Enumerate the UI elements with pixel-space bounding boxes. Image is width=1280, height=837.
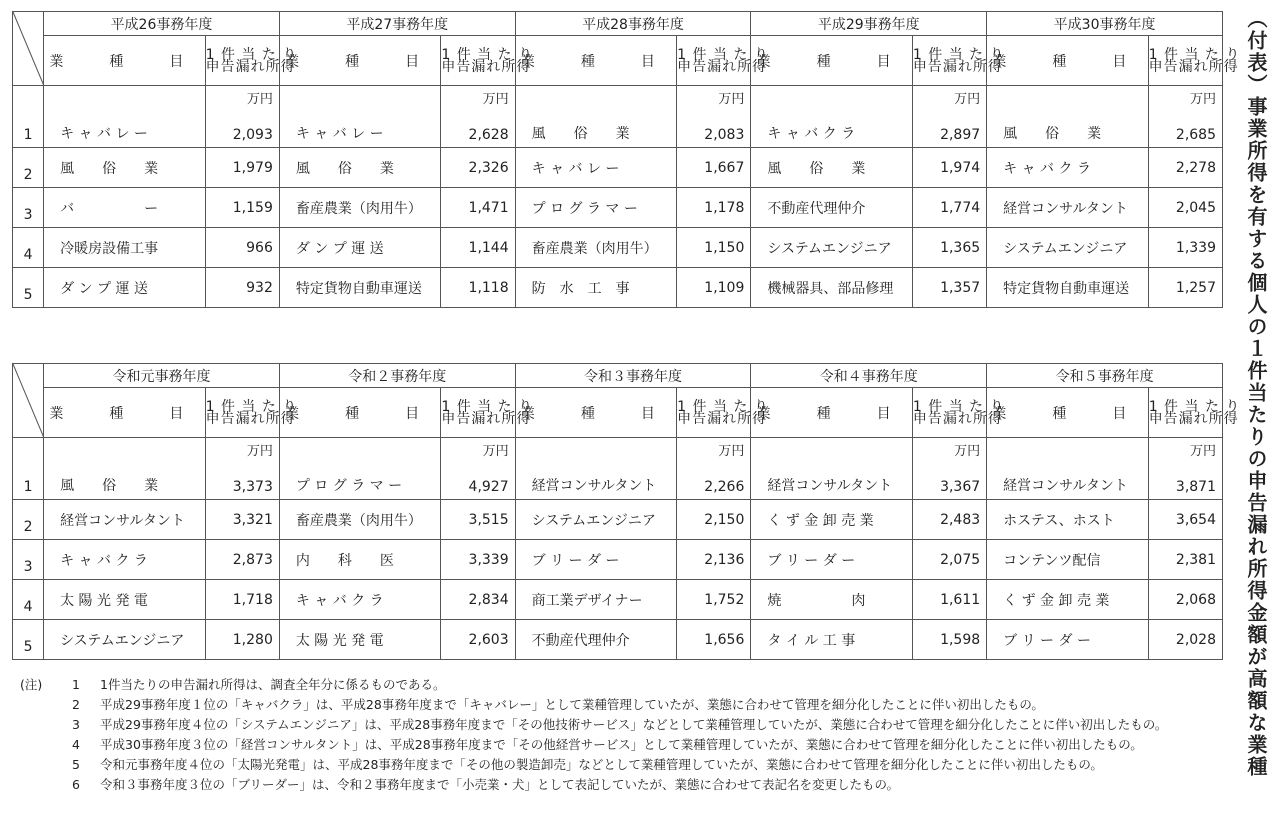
amount-value: 1,598 — [940, 631, 981, 648]
header-line: 申告漏れ所得 — [912, 410, 1003, 427]
industry-cell: キ ャ バ レ ー — [515, 148, 677, 188]
amount-cell — [205, 268, 279, 308]
amount-cell — [1148, 188, 1222, 228]
note-number: 4 — [72, 737, 80, 752]
industry-cell: 経営コンサルタント — [987, 438, 1149, 500]
industry-cell: システムエンジニア — [44, 620, 206, 660]
note-number: 3 — [72, 717, 80, 732]
amount-cell — [1148, 148, 1222, 188]
amount-cell — [677, 268, 751, 308]
note-item — [20, 695, 1220, 715]
header-line: 申告漏れ所得 — [1148, 410, 1239, 427]
amount-value: 2,083 — [704, 127, 745, 143]
amount-cell — [912, 540, 986, 580]
column-header-industry: 業 種 目 — [279, 388, 441, 438]
industry-cell: プ ロ グ ラ マ ー — [515, 188, 677, 228]
industry-cell: 経営コンサルタント — [515, 438, 677, 500]
industry-cell: 不動産代理仲介 — [751, 188, 913, 228]
amount-cell — [912, 580, 986, 620]
header-line: 申告漏れ所得 — [205, 410, 296, 427]
amount-cell — [441, 86, 515, 148]
amount-cell — [912, 268, 986, 308]
amount-value: 1,471 — [468, 199, 509, 216]
amount-cell — [912, 438, 986, 500]
column-header-amount — [1148, 36, 1241, 86]
industry-cell: ダ ン プ 運 送 — [279, 228, 441, 268]
industry-cell: 不動産代理仲介 — [515, 620, 677, 660]
unit-label: 万円 — [718, 92, 745, 107]
unit-label: 万円 — [246, 92, 273, 107]
table-row — [13, 500, 1223, 540]
amount-value: 1,178 — [704, 199, 745, 216]
table-row — [13, 438, 1223, 500]
diagonal-line — [13, 364, 44, 438]
column-header-industry: 業 種 目 — [751, 388, 913, 438]
amount-value: 1,144 — [468, 239, 509, 256]
year-header: 平成27事務年度 — [279, 12, 515, 36]
amount-value: 2,603 — [468, 631, 509, 648]
amount-cell — [1148, 438, 1222, 500]
industry-cell: 風 俗 業 — [515, 86, 677, 148]
note-text: 平成30事務年度３位の「経営コンサルタント」は、平成28事務年度まで「その他経営サービス」として業種管理していたが、業態に合わせて管理を細分化したことに伴い初出したもの。 — [100, 737, 1143, 752]
amount-value: 1,667 — [704, 159, 745, 176]
note-item — [20, 675, 1220, 695]
amount-cell — [441, 540, 515, 580]
header-line: 1 件 当 た り — [205, 46, 298, 63]
amount-cell — [441, 188, 515, 228]
column-header-amount — [441, 36, 534, 86]
industry-cell: 風 俗 業 — [751, 148, 913, 188]
header-line: 申告漏れ所得 — [441, 410, 532, 427]
rank-cell: 2 — [13, 500, 44, 540]
amount-cell — [441, 268, 515, 308]
amount-value: 3,654 — [1175, 511, 1216, 528]
column-header-amount — [205, 36, 298, 86]
amount-cell — [912, 188, 986, 228]
note-text: 平成29事務年度４位の「システムエンジニア」は、平成28事務年度まで「その他技術サービス」などとして業種管理していたが、業態に合わせて管理を細分化したことに伴い初出したもの。 — [100, 717, 1168, 732]
header-line: 申告漏れ所得 — [912, 58, 1003, 75]
amount-cell — [677, 188, 751, 228]
table-row — [13, 540, 1223, 580]
amount-value: 3,321 — [232, 511, 273, 528]
amount-cell — [912, 500, 986, 540]
note-item — [20, 775, 1220, 795]
column-header-amount — [912, 388, 1005, 438]
amount-value: 1,774 — [940, 199, 981, 216]
amount-value: 1,150 — [704, 239, 745, 256]
industry-cell: キ ャ バ ク ラ — [44, 540, 206, 580]
page-title: （付表）事業所得を有する個人の１件当たりの申告漏れ所得金額が高額な業種 — [1244, 8, 1268, 778]
amount-cell — [205, 228, 279, 268]
industry-cell: 特定貨物自動車運送 — [987, 268, 1149, 308]
industry-cell: タ イ ル 工 事 — [751, 620, 913, 660]
amount-value: 2,326 — [468, 159, 509, 176]
rank-cell: 5 — [13, 268, 44, 308]
column-header-industry: 業 種 目 — [279, 36, 441, 86]
amount-value: 1,357 — [940, 279, 981, 296]
header-line: 申告漏れ所得 — [677, 58, 768, 75]
amount-value: 1,159 — [232, 199, 273, 216]
amount-cell — [441, 438, 515, 500]
header-line: 1 件 当 た り — [912, 46, 1005, 63]
amount-value: 2,685 — [1175, 127, 1216, 143]
amount-cell — [677, 228, 751, 268]
column-header-industry: 業 種 目 — [751, 36, 913, 86]
year-header: 令和２事務年度 — [279, 364, 515, 388]
table-heisei — [12, 11, 1241, 308]
industry-cell: 内 科 医 — [279, 540, 441, 580]
header-line: 1 件 当 た り — [205, 398, 298, 415]
industry-cell: 商工業デザイナー — [515, 580, 677, 620]
amount-value: 1,257 — [1175, 279, 1216, 296]
note-text: 令和元事務年度４位の「太陽光発電」は、平成28事務年度まで「その他の製造卸売」などとして業種管理していたが、業態に合わせて管理を細分化したことに伴い初出したもの。 — [100, 757, 1103, 772]
column-header-amount — [205, 388, 298, 438]
amount-cell — [1148, 540, 1222, 580]
amount-cell — [1148, 500, 1222, 540]
amount-value: 1,109 — [704, 279, 745, 296]
amount-cell — [205, 438, 279, 500]
industry-cell: く ず 金 卸 売 業 — [987, 580, 1149, 620]
column-header-industry: 業 種 目 — [515, 388, 677, 438]
year-header: 令和元事務年度 — [44, 364, 280, 388]
industry-cell: く ず 金 卸 売 業 — [751, 500, 913, 540]
note-text: 令和３事務年度３位の「ブリーダー」は、令和２事務年度まで「小売業・犬」として表記していたが、業態に合わせて表記名を変更したもの。 — [100, 777, 900, 792]
note-text: 1件当たりの申告漏れ所得は、調査全年分に係るものである。 — [100, 677, 446, 692]
rank-cell: 3 — [13, 188, 44, 228]
amount-value: 1,611 — [940, 591, 981, 608]
rank-cell: 3 — [13, 540, 44, 580]
amount-cell — [677, 86, 751, 148]
table-reiwa — [12, 363, 1241, 660]
industry-cell: 特定貨物自動車運送 — [279, 268, 441, 308]
amount-cell — [1148, 580, 1222, 620]
amount-value: 2,266 — [704, 479, 745, 495]
amount-value: 1,979 — [232, 159, 273, 176]
amount-value: 1,118 — [468, 279, 509, 296]
amount-value: 2,093 — [232, 127, 273, 143]
amount-value: 3,373 — [232, 479, 273, 495]
table-row — [13, 188, 1223, 228]
amount-value: 4,927 — [468, 479, 509, 495]
amount-cell — [677, 500, 751, 540]
amount-value: 2,075 — [940, 551, 981, 568]
note-label: (注) — [20, 677, 43, 692]
unit-label: 万円 — [1189, 92, 1216, 107]
amount-cell — [912, 620, 986, 660]
header-line: 申告漏れ所得 — [1148, 58, 1239, 75]
industry-cell: 風 俗 業 — [279, 148, 441, 188]
amount-value: 1,656 — [704, 631, 745, 648]
column-header-industry: 業 種 目 — [987, 36, 1149, 86]
table-row — [13, 268, 1223, 308]
amount-cell — [1148, 620, 1222, 660]
column-header-amount — [441, 388, 534, 438]
amount-cell — [912, 228, 986, 268]
header-line: 1 件 当 た り — [1148, 46, 1241, 63]
industry-cell: キ ャ バ ク ラ — [279, 580, 441, 620]
amount-value: 3,367 — [940, 479, 981, 495]
amount-cell — [1148, 86, 1222, 148]
industry-cell: 防 水 工 事 — [515, 268, 677, 308]
amount-cell — [441, 580, 515, 620]
amount-value: 1,752 — [704, 591, 745, 608]
industry-cell: ブ リ ー ダ ー — [751, 540, 913, 580]
note-item — [20, 715, 1220, 735]
year-header: 平成26事務年度 — [44, 12, 280, 36]
industry-cell: 冷暖房設備工事 — [44, 228, 206, 268]
amount-value: 2,136 — [704, 551, 745, 568]
unit-label: 万円 — [246, 444, 273, 459]
note-number: 6 — [72, 777, 80, 792]
industry-cell: ブ リ ー ダ ー — [987, 620, 1149, 660]
note-number: 5 — [72, 757, 80, 772]
unit-label: 万円 — [718, 444, 745, 459]
industry-cell: 焼 肉 — [751, 580, 913, 620]
amount-cell — [441, 620, 515, 660]
header-line: 1 件 当 た り — [912, 398, 1005, 415]
industry-cell: ダ ン プ 運 送 — [44, 268, 206, 308]
amount-value: 2,628 — [468, 127, 509, 143]
industry-cell: バ ー — [44, 188, 206, 228]
header-line: 申告漏れ所得 — [205, 58, 296, 75]
industry-cell: 経営コンサルタント — [751, 438, 913, 500]
amount-cell — [205, 620, 279, 660]
amount-cell — [912, 148, 986, 188]
year-header: 令和４事務年度 — [751, 364, 987, 388]
year-header: 平成29事務年度 — [751, 12, 987, 36]
industry-cell: システムエンジニア — [987, 228, 1149, 268]
industry-cell: プ ロ グ ラ マ ー — [279, 438, 441, 500]
amount-cell — [205, 580, 279, 620]
note-number: 1 — [72, 677, 80, 692]
amount-cell — [205, 540, 279, 580]
column-header-industry: 業 種 目 — [44, 388, 206, 438]
year-header: 令和３事務年度 — [515, 364, 751, 388]
industry-cell: 機械器具、部品修理 — [751, 268, 913, 308]
amount-value: 1,365 — [940, 239, 981, 256]
rank-cell: 4 — [13, 228, 44, 268]
amount-value: 1,280 — [232, 631, 273, 648]
amount-cell — [205, 500, 279, 540]
amount-value: 1,974 — [940, 159, 981, 176]
column-header-industry: 業 種 目 — [44, 36, 206, 86]
amount-cell — [677, 580, 751, 620]
industry-cell: システムエンジニア — [515, 500, 677, 540]
amount-cell — [1148, 228, 1222, 268]
amount-cell — [441, 148, 515, 188]
amount-cell — [677, 148, 751, 188]
header-line: 申告漏れ所得 — [677, 410, 768, 427]
header-line: 申告漏れ所得 — [441, 58, 532, 75]
corner-cell — [13, 364, 44, 438]
amount-cell — [677, 540, 751, 580]
amount-value: 2,897 — [940, 127, 981, 143]
amount-cell — [205, 148, 279, 188]
unit-label: 万円 — [482, 92, 509, 107]
industry-cell: 経営コンサルタント — [987, 188, 1149, 228]
table-row — [13, 86, 1223, 148]
header-line: 1 件 当 た り — [677, 398, 769, 415]
industry-cell: コンテンツ配信 — [987, 540, 1149, 580]
header-line: 1 件 当 た り — [441, 46, 534, 63]
year-header: 平成28事務年度 — [515, 12, 751, 36]
amount-value: 1,339 — [1175, 239, 1216, 256]
amount-value: 966 — [246, 239, 273, 256]
table-row — [13, 228, 1223, 268]
industry-cell: 畜産農業（肉用牛） — [515, 228, 677, 268]
rank-cell: 1 — [13, 438, 44, 500]
amount-cell — [441, 228, 515, 268]
table-row — [13, 148, 1223, 188]
industry-cell: キ ャ バ レ ー — [44, 86, 206, 148]
amount-value: 2,028 — [1175, 631, 1216, 648]
year-header: 令和５事務年度 — [987, 364, 1223, 388]
amount-cell — [205, 86, 279, 148]
industry-cell: 風 俗 業 — [987, 86, 1149, 148]
amount-cell — [677, 438, 751, 500]
industry-cell: システムエンジニア — [751, 228, 913, 268]
note-item — [20, 755, 1220, 775]
column-header-amount — [1148, 388, 1241, 438]
industry-cell: ブ リ ー ダ ー — [515, 540, 677, 580]
amount-value: 3,871 — [1175, 479, 1216, 495]
amount-value: 2,483 — [940, 511, 981, 528]
amount-value: 2,150 — [704, 511, 745, 528]
header-line: 1 件 当 た り — [1148, 398, 1241, 415]
year-header: 平成30事務年度 — [987, 12, 1223, 36]
unit-label: 万円 — [482, 444, 509, 459]
amount-value: 2,834 — [468, 591, 509, 608]
amount-cell — [205, 188, 279, 228]
diagonal-line — [13, 12, 44, 86]
column-header-amount — [677, 36, 769, 86]
amount-value: 2,068 — [1175, 591, 1216, 608]
unit-label: 万円 — [954, 444, 981, 459]
corner-cell — [13, 12, 44, 86]
rank-cell: 4 — [13, 580, 44, 620]
industry-cell: 太 陽 光 発 電 — [279, 620, 441, 660]
table-row — [13, 620, 1223, 660]
industry-cell: ホステス、ホスト — [987, 500, 1149, 540]
notes — [20, 675, 1220, 795]
rank-cell: 2 — [13, 148, 44, 188]
amount-value: 3,339 — [468, 551, 509, 568]
amount-cell — [441, 500, 515, 540]
header-line: 1 件 当 た り — [677, 46, 769, 63]
amount-value: 2,381 — [1175, 551, 1216, 568]
note-text: 平成29事務年度１位の「キャバクラ」は、平成28事務年度まで「キャバレー」として業種管理していたが、業態に合わせて管理を細分化したことに伴い初出したもの。 — [100, 697, 1044, 712]
amount-value: 2,045 — [1175, 199, 1216, 216]
industry-cell: キ ャ バ ク ラ — [987, 148, 1149, 188]
amount-cell — [1148, 268, 1222, 308]
industry-cell: 風 俗 業 — [44, 438, 206, 500]
amount-value: 2,873 — [232, 551, 273, 568]
amount-cell — [912, 86, 986, 148]
column-header-amount — [677, 388, 769, 438]
industry-cell: 畜産農業（肉用牛） — [279, 500, 441, 540]
note-number: 2 — [72, 697, 80, 712]
rank-cell: 1 — [13, 86, 44, 148]
table-row — [13, 580, 1223, 620]
industry-cell: 太 陽 光 発 電 — [44, 580, 206, 620]
industry-cell: 畜産農業（肉用牛） — [279, 188, 441, 228]
column-header-industry: 業 種 目 — [515, 36, 677, 86]
column-header-amount — [912, 36, 1005, 86]
rank-cell: 5 — [13, 620, 44, 660]
note-item — [20, 735, 1220, 755]
industry-cell: 経営コンサルタント — [44, 500, 206, 540]
amount-value: 932 — [246, 279, 273, 296]
header-line: 1 件 当 た り — [441, 398, 534, 415]
amount-cell — [677, 620, 751, 660]
industry-cell: 風 俗 業 — [44, 148, 206, 188]
unit-label: 万円 — [954, 92, 981, 107]
industry-cell: キ ャ バ レ ー — [279, 86, 441, 148]
column-header-industry: 業 種 目 — [987, 388, 1149, 438]
amount-value: 3,515 — [468, 511, 509, 528]
amount-value: 1,718 — [232, 591, 273, 608]
unit-label: 万円 — [1189, 444, 1216, 459]
amount-value: 2,278 — [1175, 159, 1216, 176]
industry-cell: キ ャ バ ク ラ — [751, 86, 913, 148]
